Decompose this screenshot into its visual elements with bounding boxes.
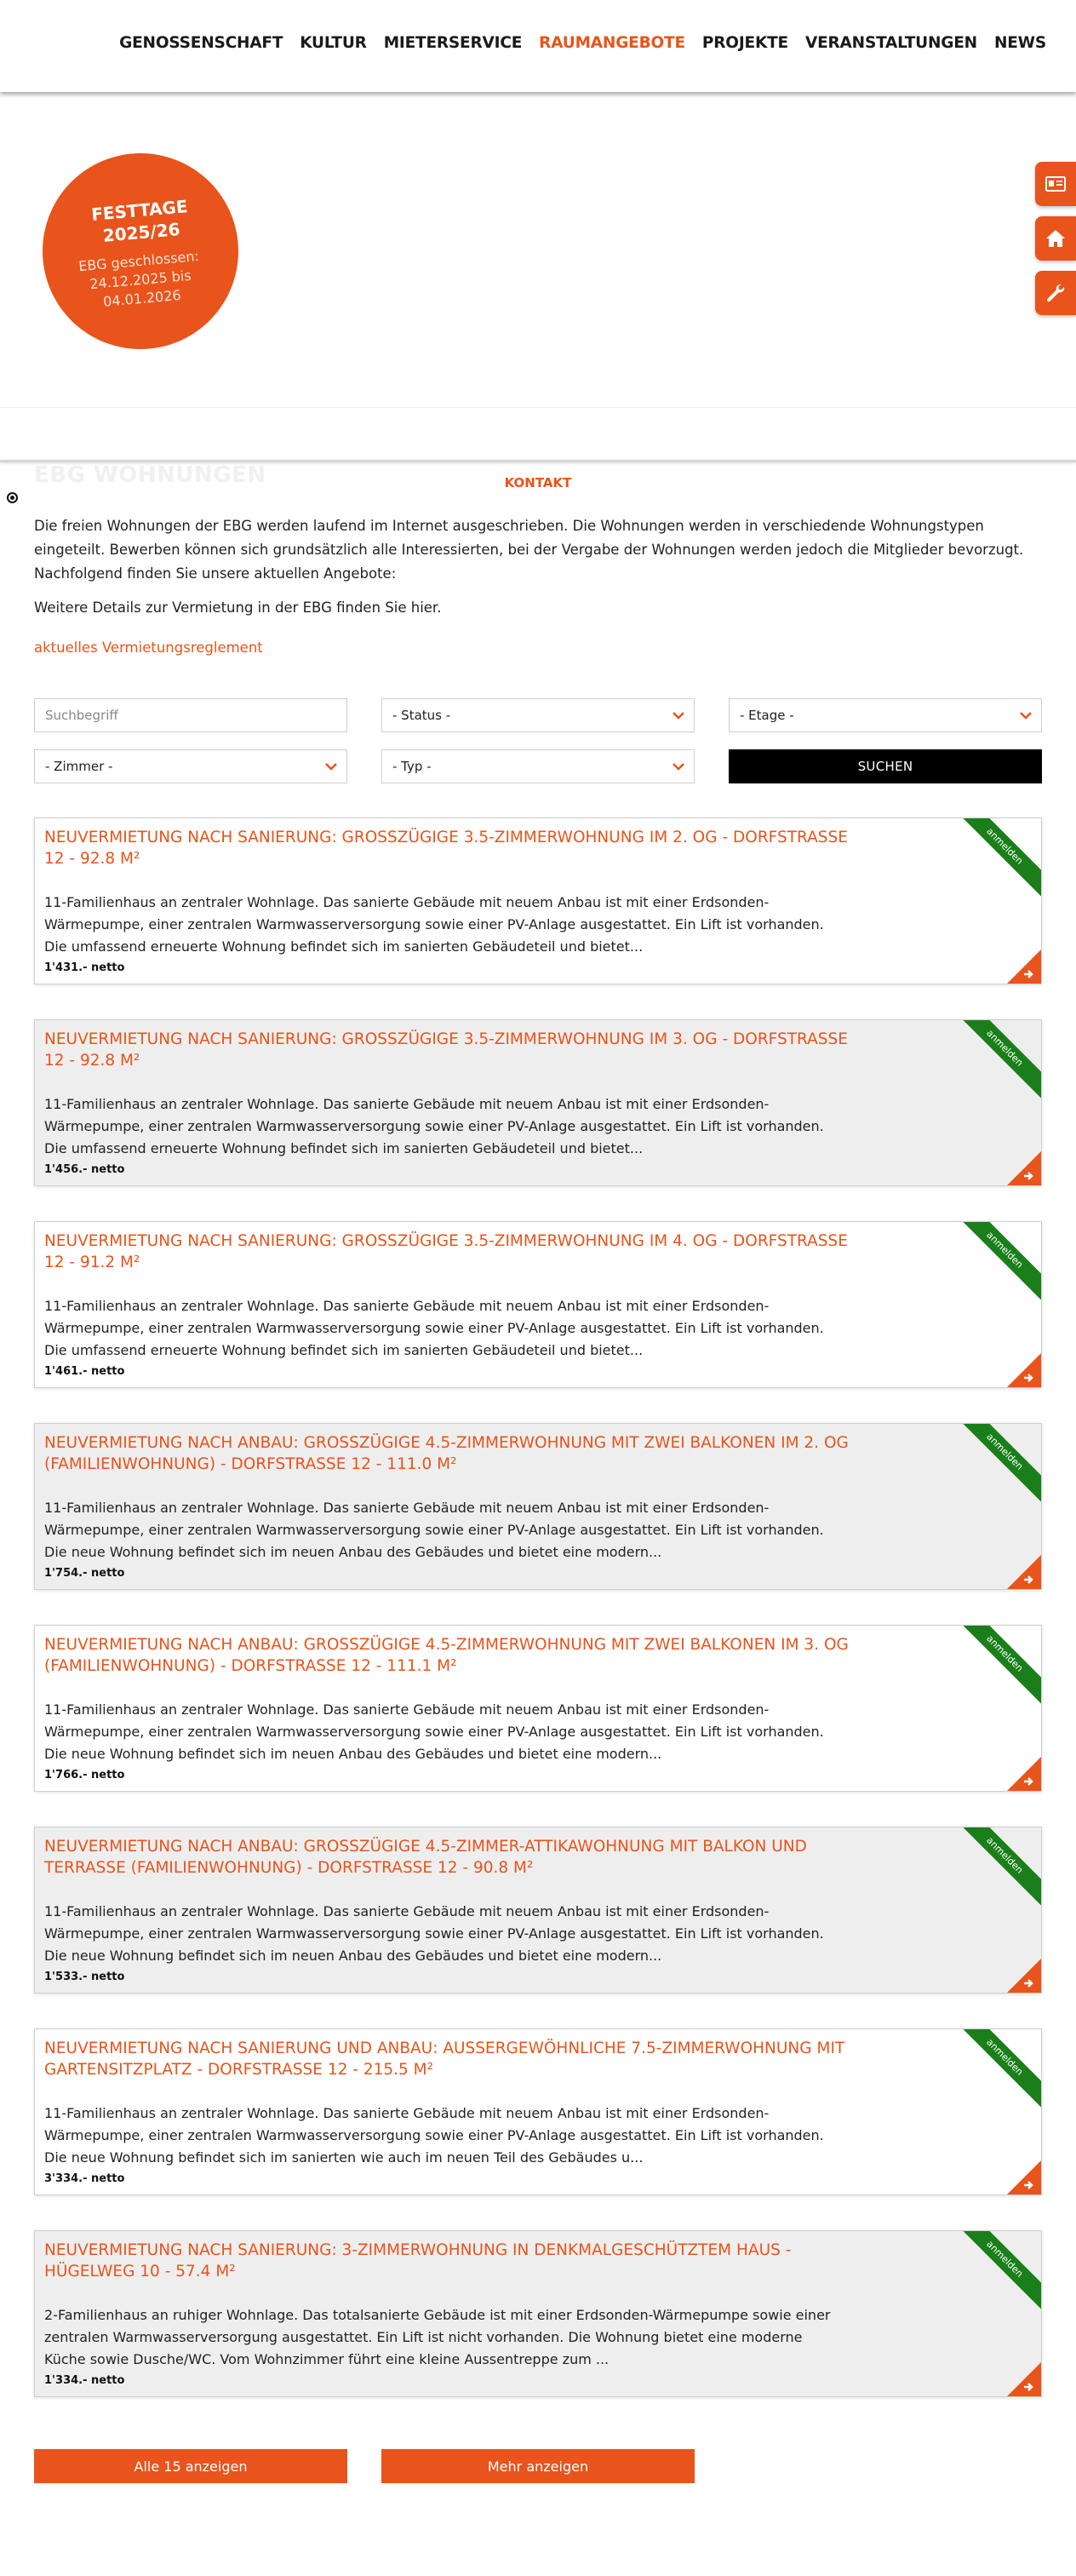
zimmer-select-value: - Zimmer - [45, 759, 113, 774]
main-nav [119, 34, 1046, 52]
nav-veranstaltungen[interactable]: VERANSTALTUNGEN [804, 34, 977, 52]
listing-title[interactable]: NEUVERMIETUNG NACH SANIERUNG UND ANBAU: AUSSERGEWÖHNLICHE 7.5-ZIMMERWOHNUNG MIT GARTENSITZPLATZ - DORFSTRASSE 12 - 215.5 M² [44, 2040, 845, 2079]
listing-card[interactable] [34, 818, 1042, 984]
nav-genossenschaft[interactable]: GENOSSENSCHAFT [119, 34, 283, 52]
chevron-down-icon [672, 709, 685, 721]
listing-title[interactable]: NEUVERMIETUNG NACH ANBAU: GROSSZÜGIGE 4.5-ZIMMERWOHNUNG MIT ZWEI BALKONEN IM 2. OG (FAMILIENWOHNUNG) - DORFSTRASSE 12 - 111.0 M² [44, 1434, 849, 1473]
badge-text: EBG geschlossen: 24.12.2025 bis 04.01.2026 [77, 247, 200, 310]
listing-price: 1'456.- netto [44, 1163, 125, 1176]
listing-title[interactable]: NEUVERMIETUNG NACH SANIERUNG: GROSSZÜGIGE 3.5-ZIMMERWOHNUNG IM 3. OG - DORFSTRASSE 12 - 92.8 M² [44, 1030, 848, 1070]
apply-ribbon[interactable]: anmelden [953, 1827, 1042, 1908]
listing-price: 1'754.- netto [44, 1567, 125, 1580]
show-all-button[interactable]: Alle 15 anzeigen [34, 2449, 347, 2483]
listing-description: 11-Familienhaus an zentraler Wohnlage. Das sanierte Gebäude mit neuem Anbau ist mit einer Erdsonden-Wärmepumpe, einer zentralen Warmwasserversorgung sowie einer PV-Anlage ausgestattet. Ein Lift ist vorhanden. Die neue Wohnung befindet sich im neuen Anbau des Gebäudes und bietet eine modern... [44, 1701, 824, 1762]
listing-title[interactable]: NEUVERMIETUNG NACH SANIERUNG: 3-ZIMMERWOHNUNG IN DENKMALGESCHÜTZTEM HAUS - HÜGELWEG 10 - 57.4 M² [44, 2241, 792, 2281]
listing-card[interactable] [34, 1423, 1042, 1590]
radio-indicator[interactable] [7, 492, 18, 503]
listing-card[interactable] [34, 2028, 1042, 2195]
listing-price: 1'461.- netto [44, 1365, 125, 1378]
listing-price: 1'334.- netto [44, 2374, 125, 2387]
status-select-value: - Status - [392, 708, 451, 723]
listing-card[interactable] [34, 2230, 1042, 2397]
apply-ribbon[interactable]: anmelden [953, 1423, 1042, 1504]
listing-title[interactable]: NEUVERMIETUNG NACH ANBAU: GROSSZÜGIGE 4.5-ZIMMERWOHNUNG MIT ZWEI BALKONEN IM 3. OG (FAMILIENWOHNUNG) - DORFSTRASSE 12 - 111.1 M² [44, 1636, 849, 1675]
search-button[interactable]: SUCHEN [729, 749, 1042, 783]
holiday-badge [43, 153, 238, 349]
chevron-down-icon [324, 760, 338, 772]
listing-description: 11-Familienhaus an zentraler Wohnlage. Das sanierte Gebäude mit neuem Anbau ist mit einer Erdsonden-Wärmepumpe, einer zentralen Warmwasserversorgung sowie einer PV-Anlage ausgestattet. Ein Lift ist vorhanden. Die umfassend erneuerte Wohnung befindet sich im sanierten Gebäudeteil und bietet... [44, 1096, 824, 1156]
site-header [0, 0, 1076, 92]
listing-description: 11-Familienhaus an zentraler Wohnlage. Das sanierte Gebäude mit neuem Anbau ist mit einer Erdsonden-Wärmepumpe, einer zentralen Warmwasserversorgung sowie einer PV-Anlage ausgestattet. Ein Lift ist vorhanden. Die neue Wohnung befindet sich im sanierten wie auch im neuen Teil des Gebäudes u... [44, 2105, 824, 2166]
badge-title: FESTTAGE 2025/26 [90, 196, 189, 246]
listing-price: 3'334.- netto [44, 2172, 125, 2185]
home-icon [1045, 227, 1067, 250]
apply-ribbon[interactable]: anmelden [953, 2230, 1042, 2311]
regulation-link[interactable]: aktuelles Vermietungsreglement [34, 640, 263, 656]
listing-card[interactable] [34, 1625, 1042, 1792]
listing-title[interactable]: NEUVERMIETUNG NACH SANIERUNG: GROSSZÜGIGE 3.5-ZIMMERWOHNUNG IM 2. OG - DORFSTRASSE 12 - 92.8 M² [44, 829, 848, 868]
search-input[interactable] [34, 698, 347, 732]
nav-news[interactable]: NEWS [993, 34, 1046, 52]
side-tab-contact[interactable] [1035, 162, 1076, 206]
arrow-right-icon[interactable] [1007, 1151, 1041, 1185]
intro-text: Die freien Wohnungen der EBG werden laufend im Internet ausgeschrieben. Die Wohnungen werden in verschiedende Wohnungstypen eingeteilt. Bewerben können sich grundsätzlich alle Interessierten, bei der Vergabe der Wohnungen werden jedoch die Mitglieder bevorzugt. Nachfolgend finden Sie unsere aktuellen Angebote: [34, 518, 1024, 582]
etage-select-value: - Etage - [740, 708, 794, 723]
arrow-right-icon[interactable] [1007, 2362, 1041, 2396]
arrow-right-icon[interactable] [1007, 2160, 1041, 2194]
typ-select[interactable] [381, 749, 695, 783]
side-tab-home[interactable] [1035, 216, 1076, 261]
show-more-button[interactable]: Mehr anzeigen [381, 2449, 695, 2483]
listing-description: 11-Familienhaus an zentraler Wohnlage. Das sanierte Gebäude mit neuem Anbau ist mit einer Erdsonden-Wärmepumpe, einer zentralen Warmwasserversorgung sowie einer PV-Anlage ausgestattet. Ein Lift ist vorhanden. Die umfassend erneuerte Wohnung befindet sich im sanierten Gebäudeteil und bietet... [44, 894, 824, 955]
apply-ribbon[interactable]: anmelden [953, 1019, 1042, 1100]
nav-mieterservice[interactable]: MIETERSERVICE [383, 34, 523, 52]
arrow-right-icon[interactable] [1007, 1757, 1041, 1791]
listing-description: 11-Familienhaus an zentraler Wohnlage. Das sanierte Gebäude mit neuem Anbau ist mit einer Erdsonden-Wärmepumpe, einer zentralen Warmwasserversorgung sowie einer PV-Anlage ausgestattet. Ein Lift ist vorhanden. Die umfassend erneuerte Wohnung befindet sich im sanierten Gebäudeteil und bietet... [44, 1298, 824, 1358]
more-details-text[interactable]: Weitere Details zur Vermietung in der EBG finden Sie hier. [34, 600, 442, 616]
arrow-right-icon[interactable] [1007, 1959, 1041, 1993]
side-tab-service[interactable] [1035, 271, 1076, 315]
listing-description: 2-Familienhaus an ruhiger Wohnlage. Das totalsanierte Gebäude ist mit einer Erdsonden-Wärmepumpe sowie einer zentralen Warmwasserversorgung ausgestattet. Ein Lift ist nicht vorhanden. Die Wohnung bietet eine moderne Küche sowie Dusche/WC. Vom Wohnzimmer führt eine kleine Aussentreppe zum ... [44, 2307, 831, 2367]
apply-ribbon[interactable]: anmelden [953, 818, 1042, 898]
divider [0, 407, 1076, 408]
listing-card[interactable] [34, 1827, 1042, 1994]
listing-price: 1'431.- netto [44, 961, 125, 974]
typ-select-value: - Typ - [392, 759, 432, 774]
nav-kultur[interactable]: KULTUR [300, 34, 367, 52]
listing-title[interactable]: NEUVERMIETUNG NACH SANIERUNG: GROSSZÜGIGE 3.5-ZIMMERWOHNUNG IM 4. OG - DORFSTRASSE 12 - 91.2 M² [44, 1232, 848, 1271]
arrow-right-icon[interactable] [1007, 950, 1041, 984]
listing-title[interactable]: NEUVERMIETUNG NACH ANBAU: GROSSZÜGIGE 4.5-ZIMMER-ATTIKAWOHNUNG MIT BALKON UND TERRASSE (FAMILIENWOHNUNG) - DORFSTRASSE 12 - 90.8 M² [44, 1838, 807, 1877]
arrow-right-icon[interactable] [1007, 1555, 1041, 1589]
contact-card-icon [1045, 173, 1067, 195]
status-select[interactable] [381, 698, 695, 732]
apply-ribbon[interactable]: anmelden [953, 1221, 1042, 1302]
nav-raumangebote[interactable]: RAUMANGEBOTE [539, 34, 685, 52]
arrow-right-icon[interactable] [1007, 1353, 1041, 1387]
etage-select[interactable] [729, 698, 1042, 732]
listing-description: 11-Familienhaus an zentraler Wohnlage. Das sanierte Gebäude mit neuem Anbau ist mit einer Erdsonden-Wärmepumpe, einer zentralen Warmwasserversorgung sowie einer PV-Anlage ausgestattet. Ein Lift ist vorhanden. Die neue Wohnung befindet sich im neuen Anbau des Gebäudes und bietet eine modern... [44, 1903, 824, 1964]
chevron-down-icon [672, 760, 685, 772]
nav-projekte[interactable]: PROJEKTE [701, 34, 788, 52]
listing-card[interactable] [34, 1019, 1042, 1186]
listing-description: 11-Familienhaus an zentraler Wohnlage. Das sanierte Gebäude mit neuem Anbau ist mit einer Erdsonden-Wärmepumpe, einer zentralen Warmwasserversorgung sowie einer PV-Anlage ausgestattet. Ein Lift ist vorhanden. Die neue Wohnung befindet sich im neuen Anbau des Gebäudes und bietet eine modern... [44, 1500, 824, 1560]
apply-ribbon[interactable]: anmelden [953, 2028, 1042, 2109]
listing-card[interactable] [34, 1221, 1042, 1388]
kontakt-link[interactable]: KONTAKT [504, 475, 572, 491]
page-title: EBG WOHNUNGEN [34, 462, 266, 488]
chevron-down-icon [1019, 709, 1033, 721]
wrench-icon [1045, 282, 1067, 304]
listing-price: 1'533.- netto [44, 1971, 125, 1983]
listing-price: 1'766.- netto [44, 1769, 125, 1781]
zimmer-select[interactable] [34, 749, 347, 783]
apply-ribbon[interactable]: anmelden [953, 1625, 1042, 1706]
